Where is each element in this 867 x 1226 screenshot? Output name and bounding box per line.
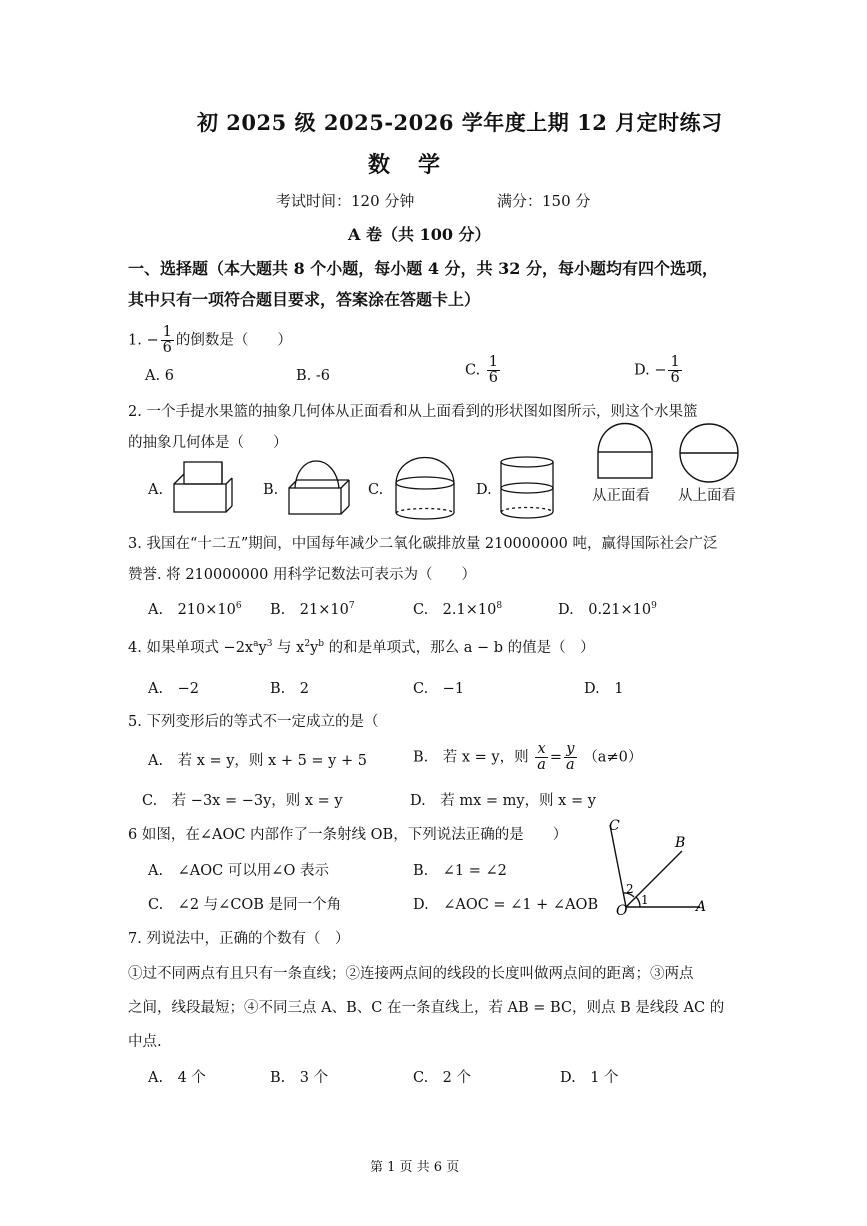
paper-a-label: A 卷（共 100 分） — [348, 225, 491, 244]
q3-c-base: C. 2.1×10 — [413, 602, 497, 618]
q3-stem-line2: 赞誉. 将 210000000 用科学记数法可表示为（ ） — [128, 567, 476, 583]
q5-b-n1: x — [535, 742, 548, 758]
q4-exp-b: b — [318, 639, 325, 650]
q2-top-view-label: 从上面看 — [678, 488, 736, 504]
q1-minus: − — [146, 332, 159, 349]
q3-b-exp: 7 — [348, 601, 355, 612]
q3-option-a — [148, 598, 242, 619]
q6-angle-figure — [600, 815, 715, 920]
q5-stem: 5. 下列变形后的等式不一定成立的是（ — [128, 714, 379, 730]
q3-b-base: B. 21×10 — [270, 602, 349, 618]
q1-frac-num: 1 — [162, 324, 172, 340]
q5-b-d1: a — [537, 757, 546, 774]
q1-fraction — [161, 325, 174, 356]
subject-title: 数学 — [368, 152, 469, 178]
section-heading-line2: 其中只有一项符合题目要求，答案涂在答题卡上） — [128, 290, 481, 309]
q6-label-b: B — [675, 835, 686, 851]
q5-option-b — [413, 742, 642, 773]
q1-c-num: 1 — [488, 354, 499, 370]
q2-top-view-figure — [676, 422, 742, 484]
q3-d-base: D. 0.21×10 — [558, 602, 652, 618]
section-heading-line1: 一、选择题（本大题共 8 个小题，每小题 4 分，共 32 分，每小题均有四个选项， — [128, 259, 718, 278]
q1-frac-den: 6 — [162, 340, 172, 357]
q6-option-b: B. ∠1 = ∠2 — [413, 863, 507, 879]
q6-label-1: 1 — [641, 893, 649, 907]
q6-option-a: A. ∠AOC 可以用∠O 表示 — [148, 863, 329, 879]
q3-stem-line1: 3. 我国在“十二五”期间，中国每年减少二氧化碳排放量 210000000 吨，赢得国际社会广泛 — [128, 536, 718, 552]
q4-option-d: D. 1 — [584, 681, 624, 697]
q1-c-fraction — [487, 355, 500, 386]
q1-option-a: A. 6 — [145, 368, 174, 384]
q2-option-b-label: B. — [263, 482, 279, 498]
question-1-stem — [128, 325, 292, 356]
q4-y2: y — [310, 640, 319, 656]
q4-option-a: A. −2 — [148, 681, 199, 697]
q5-b-prefix: B. 若 x = y，则 — [413, 749, 529, 766]
q5-b-suffix: （a≠0） — [583, 749, 643, 766]
q4-exp-a: a — [253, 639, 259, 650]
q1-d-label: D. — [634, 362, 650, 379]
q1-option-b: B. -6 — [296, 368, 330, 384]
page-number: 第 1 页 共 6 页 — [370, 1160, 460, 1175]
exam-title: 初 2025 级 2025-2026 学年度上期 12 月定时练习 — [197, 110, 723, 135]
q4-option-b: B. 2 — [270, 681, 309, 697]
q6-option-c: C. ∠2 与∠COB 是同一个角 — [148, 897, 342, 913]
q6-label-o: O — [616, 903, 628, 919]
q1-c-label: C. — [465, 362, 481, 379]
q6-label-c: C — [609, 818, 620, 834]
q3-option-c — [413, 598, 502, 619]
q7-option-b: B. 3 个 — [270, 1070, 329, 1086]
full-score: 满分：150 分 — [497, 192, 591, 210]
q1-text: 的倒数是（ ） — [175, 332, 292, 349]
q5-b-d2: a — [566, 757, 575, 774]
q7-stem: 7. 列说法中，正确的个数有（ ） — [128, 931, 350, 947]
q5-b-eq: = — [549, 749, 563, 766]
q4-prefix: 4. 如果单项式 −2x — [128, 640, 254, 656]
q5-option-c: C. 若 −3x = −3y，则 x = y — [142, 793, 343, 809]
q2-option-a-label: A. — [148, 482, 164, 498]
q2-stem-line1: 2. 一个手提水果篮的抽象几何体从正面看和从上面看到的形状图如图所示，则这个水果篮 — [128, 404, 698, 420]
q6-label-2: 2 — [626, 882, 634, 896]
q2-front-view-figure — [594, 418, 658, 482]
q7-statement-line2: 之间，线段最短；④不同三点 A、B、C 在一条直线上，若 AB = BC，则点 B 是线段 AC 的 — [128, 1000, 725, 1016]
q4-y1: y — [258, 640, 267, 656]
q1-d-num: 1 — [670, 354, 680, 370]
q3-a-base: A. 210×10 — [148, 602, 236, 618]
q5-b-frac2 — [564, 742, 577, 773]
q7-option-d: D. 1 个 — [560, 1070, 619, 1086]
q1-number: 1. — [128, 332, 142, 349]
q2-option-c-figure — [388, 455, 462, 525]
q2-option-d-figure — [496, 454, 560, 524]
q2-stem-line2: 的抽象几何体是（ ） — [128, 435, 288, 451]
q6-label-a: A — [696, 899, 707, 915]
q4-exp-2: 2 — [304, 639, 311, 650]
q1-option-d — [634, 355, 684, 386]
q2-option-a-figure — [170, 460, 236, 520]
q4-suffix: 的和是单项式，那么 a − b 的值是（ ） — [324, 640, 595, 656]
exam-time: 考试时间：120 分钟 — [276, 192, 415, 210]
q1-d-minus: − — [654, 362, 667, 379]
q7-option-c: C. 2 个 — [413, 1070, 472, 1086]
q7-option-a: A. 4 个 — [148, 1070, 206, 1086]
q2-option-c-label: C. — [368, 482, 384, 498]
q4-exp-3: 3 — [266, 639, 273, 650]
q3-a-exp: 6 — [235, 601, 242, 612]
q6-stem: 6 如图，在∠AOC 内部作了一条射线 OB，下列说法正确的是 ） — [128, 827, 568, 843]
q3-c-exp: 8 — [496, 601, 503, 612]
q1-option-c — [465, 355, 502, 386]
q5-b-n2: y — [564, 742, 577, 758]
q7-statement-line3: 中点. — [128, 1034, 162, 1050]
q4-stem — [128, 636, 595, 657]
q2-front-view-label: 从正面看 — [592, 488, 650, 504]
q5-option-d: D. 若 mx = my，则 x = y — [410, 793, 596, 809]
q3-option-b — [270, 598, 355, 619]
q1-d-den: 6 — [670, 370, 680, 387]
q1-c-den: 6 — [488, 370, 499, 387]
q3-d-exp: 9 — [651, 601, 657, 612]
q2-option-b-figure — [285, 450, 353, 520]
q5-option-a: A. 若 x = y，则 x + 5 = y + 5 — [148, 753, 367, 769]
q1-d-fraction — [668, 355, 681, 386]
q3-option-d — [558, 598, 657, 619]
q4-mid: 与 x — [272, 640, 305, 656]
q7-statement-line1: ①过不同两点有且只有一条直线；②连接两点间的线段的长度叫做两点间的距离；③两点 — [128, 966, 694, 982]
q6-option-d: D. ∠AOC = ∠1 + ∠AOB — [413, 897, 599, 913]
q5-b-frac1 — [535, 742, 548, 773]
q4-option-c: C. −1 — [413, 681, 465, 697]
q2-option-d-label: D. — [476, 482, 492, 498]
